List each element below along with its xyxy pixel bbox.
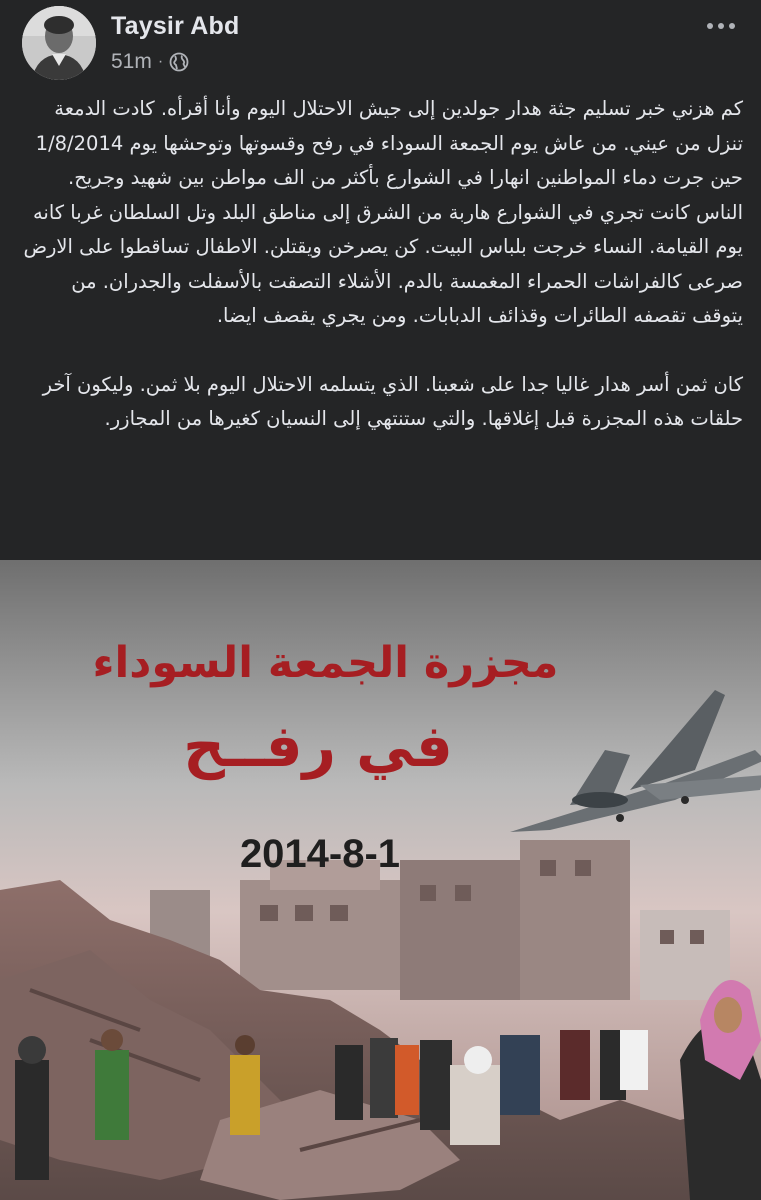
more-dot: [729, 23, 735, 29]
post-timestamp[interactable]: 51m: [111, 50, 152, 73]
post-paragraph: كم هزني خبر تسليم جثة هدار جولدين إلى جيش الاحتلال اليوم وأنا أقرأه. كادت الدمعة تنزل من عيني. من عاش يوم الجمعة السوداء في رفح وقسوتها وتوحشها يوم 1/8/2014 حين جرت دماء المواطنين انهارا في الشوارع بأكثر من الف مواطن بين شهيد وجريح. الناس كانت تجري في الشوارع هاربة من الشرق إلى مناطق البلد وتل السلطان غربا كانه يوم القيامة. النساء خرجت بلباس البيت. كن يصرخن ويقتلن. الاطفال تساقطوا على الارض صرعى كالفراشات الحمراء المغمسة بالدم. الأشلاء التصقت بالأسفلت والجدران. من يتوقف تقصفه الطائرات وقذائف الدبابات. ومن يجري يقصف ايضا.: [23, 97, 743, 327]
globe-icon[interactable]: [169, 52, 189, 72]
meta-separator: ·: [157, 53, 164, 70]
post-header: [0, 0, 761, 90]
post-meta: [111, 50, 189, 74]
avatar-image: [22, 6, 96, 80]
post-paragraph: كان ثمن أسر هدار غاليا جدا على شعبنا. الذي يتسلمه الاحتلال اليوم بلا ثمن. وليكون آخر حلقات هذه المجزرة قبل إغلاقها. والتي ستنتهي إلى النسيان كغيرها من المجازر.: [42, 372, 743, 430]
poster-date: 2014-8-1: [239, 832, 401, 876]
more-dot: [718, 23, 724, 29]
more-dot: [707, 23, 713, 29]
author-avatar[interactable]: [22, 6, 96, 80]
more-options-icon[interactable]: [701, 14, 741, 38]
poster-title-line-1: مجزرة الجمعة السوداء: [92, 638, 559, 688]
poster-title-line-2: في رفــح: [183, 712, 453, 780]
post-body: [18, 92, 743, 437]
author-name[interactable]: Taysir Abd: [111, 12, 240, 40]
